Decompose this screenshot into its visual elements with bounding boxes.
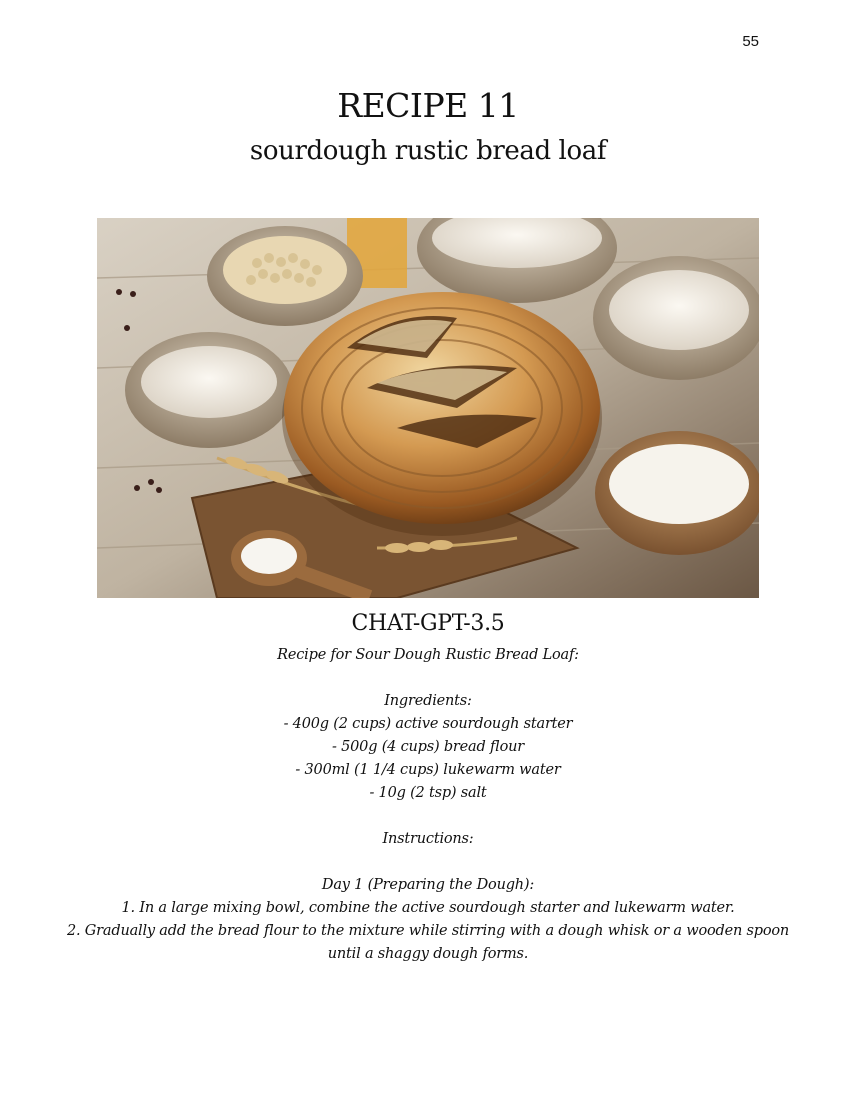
spacer: [60, 805, 796, 828]
ingredient-item: - 10g (2 tsp) salt: [369, 785, 487, 801]
recipe-intro: Recipe for Sour Dough Rustic Bread Loaf:: [277, 647, 579, 663]
instruction-step: 1. In a large mixing bowl, combine the active sourdough starter and lukewarm water.: [121, 900, 735, 916]
recipe-body: [60, 644, 796, 966]
day1-heading: Day 1 (Preparing the Dough):: [321, 877, 535, 893]
recipe-subtitle: sourdough rustic bread loaf: [249, 136, 607, 166]
ingredients-heading: Ingredients:: [384, 693, 472, 709]
ingredient-item: - 400g (2 cups) active sourdough starter: [283, 716, 573, 732]
recipe-title: RECIPE 11: [337, 86, 519, 125]
spacer: [60, 667, 796, 690]
page-number: 55: [742, 33, 759, 50]
ingredient-item: - 500g (4 cups) bread flour: [332, 739, 524, 755]
instruction-step: 2. Gradually add the bread flour to the mixture while stirring with a dough whisk or a wooden spoon until a shaggy dough forms.: [66, 923, 790, 962]
instructions-heading: Instructions:: [382, 831, 474, 847]
spacer: [60, 851, 796, 874]
bread-photo: [97, 218, 759, 598]
model-name: CHAT-GPT-3.5: [351, 611, 505, 636]
ingredient-item: - 300ml (1 1/4 cups) lukewarm water: [295, 762, 561, 778]
